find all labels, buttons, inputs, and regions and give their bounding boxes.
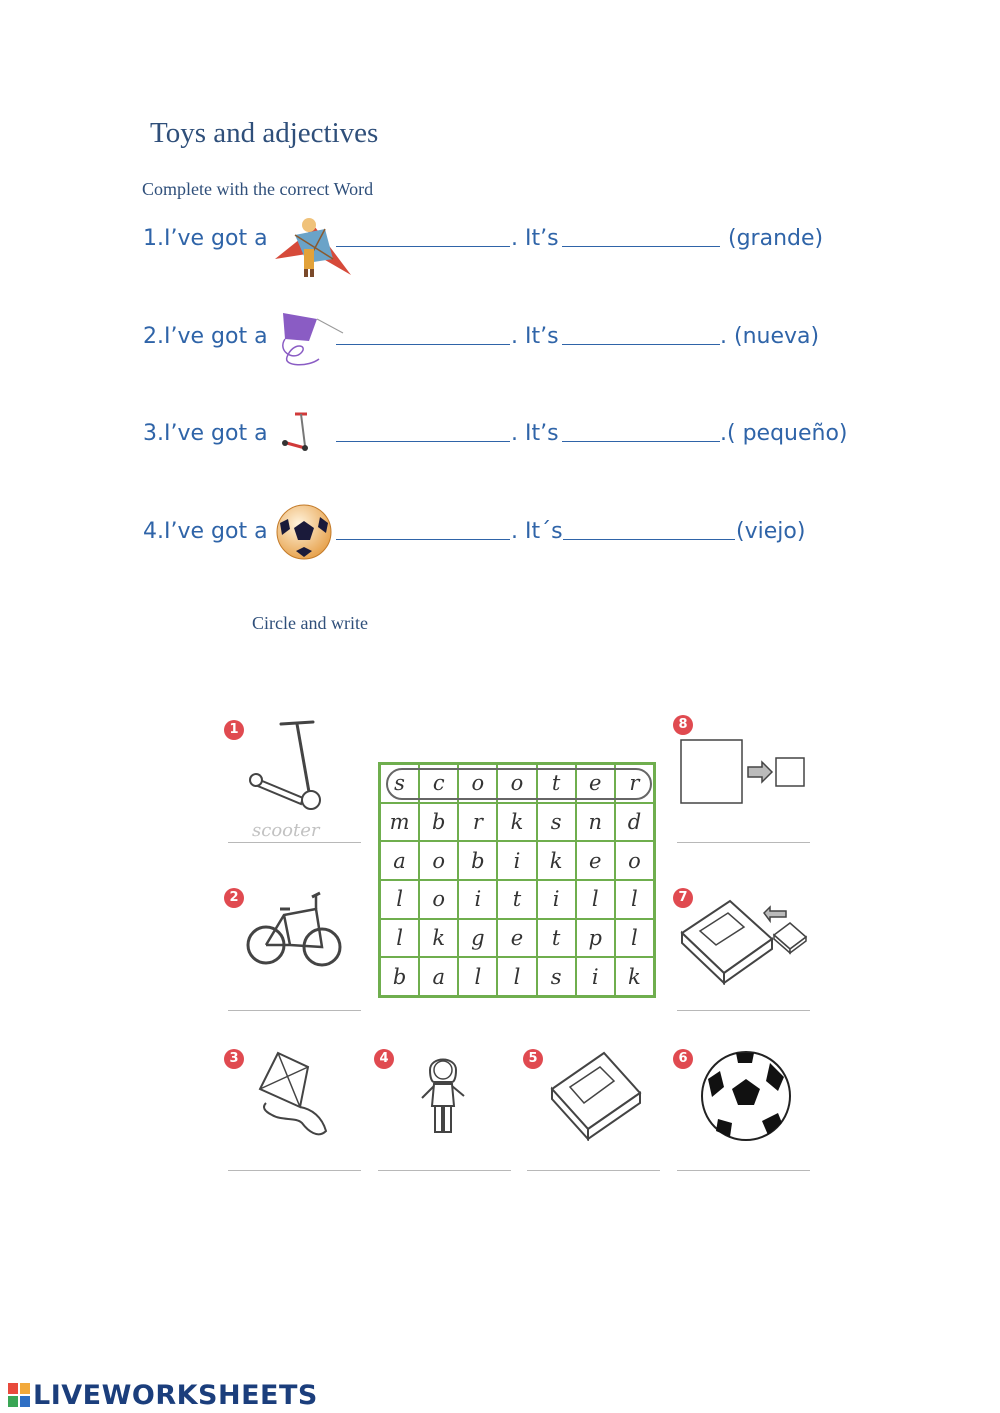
logo-text: LIVEWORKSHEETS [33,1380,318,1411]
book-drawing-icon [548,1049,644,1141]
answer-blank-adjective-4[interactable] [563,539,735,540]
word-search-cell[interactable]: p [576,919,615,958]
word-search-cell[interactable]: s [380,764,419,803]
exercise-prefix: 2.I’ve got a [143,324,268,349]
word-search-cell[interactable]: s [537,957,576,996]
exercise-its: . It´s [511,519,563,544]
number-badge: 1 [224,720,244,740]
word-search-cell[interactable]: a [380,841,419,880]
word-search-cell[interactable]: k [497,803,536,842]
number-badge: 7 [673,888,693,908]
purple-kite-icon [273,311,345,369]
exercise-row-1 [143,221,893,257]
number-badge: 4 [374,1049,394,1069]
word-search-cell[interactable]: l [615,919,654,958]
word-search-cell[interactable]: i [576,957,615,996]
answer-blank-noun-3[interactable] [336,441,510,442]
exercise-row-2 [143,319,893,355]
answer-blank-noun-4[interactable] [336,539,510,540]
answer-blank-noun-1[interactable] [336,246,510,247]
write-line-6[interactable] [677,1170,810,1171]
word-search-cell[interactable]: t [537,764,576,803]
logo-mark-icon [8,1383,30,1407]
write-line-2[interactable] [228,1010,361,1011]
word-search-cell[interactable]: r [458,803,497,842]
word-search-cell[interactable]: s [537,803,576,842]
write-line-7[interactable] [677,1010,810,1011]
number-badge: 8 [673,715,693,735]
answer-blank-adjective-1[interactable] [562,246,720,247]
write-line-8[interactable] [677,842,810,843]
word-search-cell[interactable]: b [380,957,419,996]
exercise-row-3 [143,416,893,452]
write-line-5[interactable] [527,1170,660,1171]
big-small-squares-icon [678,737,810,807]
exercise-hint: (viejo) [736,519,806,544]
exercise-hint: (grande) [728,226,824,251]
word-search-cell[interactable]: b [419,803,458,842]
word-search-cell[interactable]: n [576,803,615,842]
number-badge: 3 [224,1049,244,1069]
word-search-cell[interactable]: o [458,764,497,803]
word-search-cell[interactable]: g [458,919,497,958]
word-search-cell[interactable]: l [497,957,536,996]
word-search-cell[interactable]: l [458,957,497,996]
exercise-prefix: 4.I’ve got a [143,519,268,544]
word-search-cell[interactable]: e [576,764,615,803]
word-search-cell[interactable]: m [380,803,419,842]
word-search-cell[interactable]: i [497,841,536,880]
exercise-prefix: 3.I’ve got a [143,421,268,446]
word-search-cell[interactable]: l [380,919,419,958]
word-search-cell[interactable]: o [615,841,654,880]
word-search-cell[interactable]: l [576,880,615,919]
doll-drawing-icon [416,1050,470,1140]
kite-girl-icon [273,215,353,281]
answer-blank-adjective-3[interactable] [562,441,720,442]
number-badge: 5 [523,1049,543,1069]
write-line-3[interactable] [228,1170,361,1171]
word-search-cell[interactable]: d [615,803,654,842]
page-title: Toys and adjectives [150,117,379,149]
word-search-cell[interactable]: e [497,919,536,958]
word-search-cell[interactable]: k [419,919,458,958]
word-search-cell[interactable]: l [380,880,419,919]
exercise-its: . It’s [511,324,559,349]
big-book-drawing-icon [678,893,810,985]
word-search-cell[interactable]: o [419,841,458,880]
answer-blank-noun-2[interactable] [336,344,510,345]
answer-blank-adjective-2[interactable] [562,344,720,345]
exercise-its: . It’s [511,226,559,251]
word-search-cell[interactable]: t [537,919,576,958]
liveworksheets-logo [8,1380,318,1411]
word-search-cell[interactable]: l [615,880,654,919]
scooter-drawing-icon [245,718,325,812]
exercise-its: . It’s [511,421,559,446]
exercise-hint: .( pequeño) [720,421,848,446]
instruction-complete: Complete with the correct Word [142,179,374,199]
kite-drawing-icon [252,1047,332,1141]
exercise-prefix: 1.I’ve got a [143,226,268,251]
word-search-cell[interactable]: o [419,880,458,919]
word-search-cell[interactable]: a [419,957,458,996]
example-word-scooter: scooter [252,820,320,841]
word-search-cell[interactable]: e [576,841,615,880]
number-badge: 6 [673,1049,693,1069]
word-search-cell[interactable]: c [419,764,458,803]
word-search-cell[interactable]: i [537,880,576,919]
exercise-row-4 [143,514,893,550]
write-line-1[interactable] [228,842,361,843]
word-search-cell[interactable]: o [497,764,536,803]
word-search-cell[interactable]: t [497,880,536,919]
ball-drawing-icon [698,1049,794,1143]
word-search-cell[interactable]: b [458,841,497,880]
exercise-hint: . (nueva) [720,324,820,349]
word-search-cell[interactable]: k [615,957,654,996]
instruction-circle-write: Circle and write [252,613,368,633]
soccer-ball-icon [274,503,334,561]
write-line-4[interactable] [378,1170,511,1171]
word-search-cell[interactable]: k [537,841,576,880]
word-search-cell[interactable]: i [458,880,497,919]
circled-word-highlight [386,768,652,800]
scooter-icon [281,410,313,454]
number-badge: 2 [224,888,244,908]
word-search-cell[interactable]: r [615,764,654,803]
bicycle-drawing-icon [246,889,342,981]
